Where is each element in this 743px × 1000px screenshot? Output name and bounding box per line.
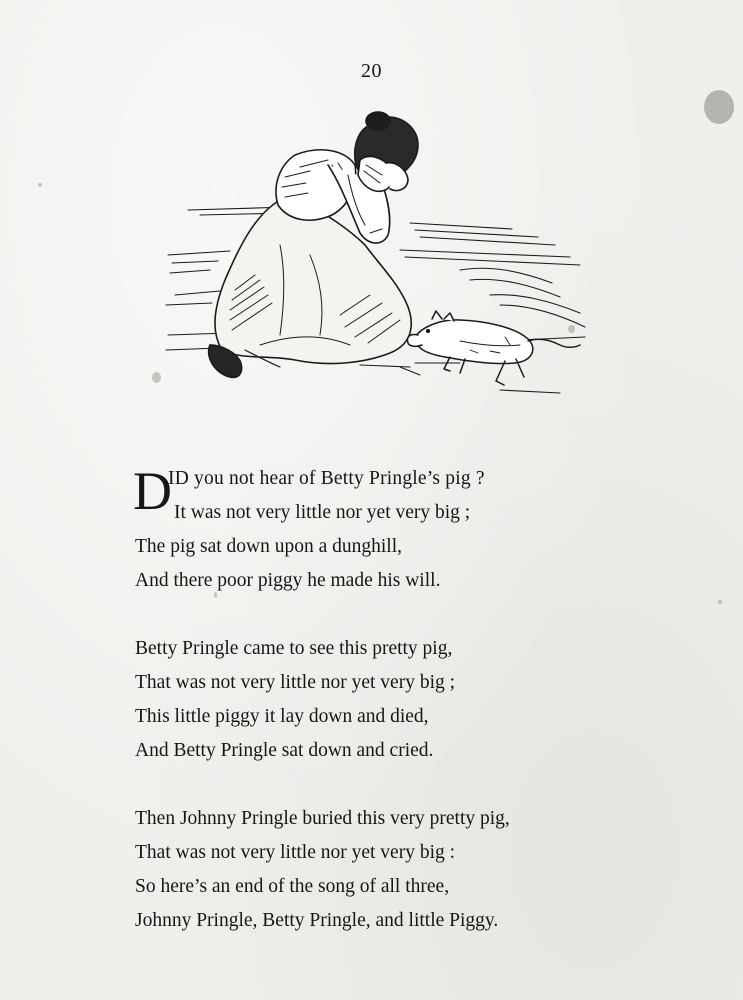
- poem-line: It was not very little nor yet very big ;: [174, 502, 471, 523]
- poem-line: And Betty Pringle sat down and cried.: [135, 740, 434, 761]
- poem-line: So here’s an end of the song of all three,: [135, 876, 450, 897]
- paper-speck: [38, 183, 42, 187]
- paper-speck: [704, 90, 734, 124]
- drop-cap: D: [133, 461, 172, 521]
- poem-line-text: ID you not hear of Betty Pringle’s pig ?: [168, 468, 485, 489]
- poem-line: That was not very little nor yet very big :: [135, 842, 456, 863]
- poem-line: Betty Pringle came to see this pretty pig,: [135, 638, 453, 659]
- stanza-3: [135, 802, 695, 938]
- stanza-2: [135, 632, 695, 768]
- poem-line: Johnny Pringle, Betty Pringle, and little Piggy.: [135, 910, 499, 931]
- poem-line: This little piggy it lay down and died,: [135, 706, 429, 727]
- poem-line: Then Johnny Pringle buried this very pretty pig,: [135, 808, 510, 829]
- page-number: 20: [361, 60, 382, 82]
- poem-line: That was not very little nor yet very big ;: [135, 672, 456, 693]
- poem-line: The pig sat down upon a dunghill,: [135, 536, 403, 557]
- poem: [135, 462, 695, 938]
- dead-pig: [407, 311, 580, 385]
- stanza-1: [135, 462, 695, 598]
- paper-speck: [718, 600, 722, 604]
- poem-line: And there poor piggy he made his will.: [135, 570, 441, 591]
- woman-head: [355, 112, 418, 191]
- woman-crying-illustration: [160, 105, 600, 405]
